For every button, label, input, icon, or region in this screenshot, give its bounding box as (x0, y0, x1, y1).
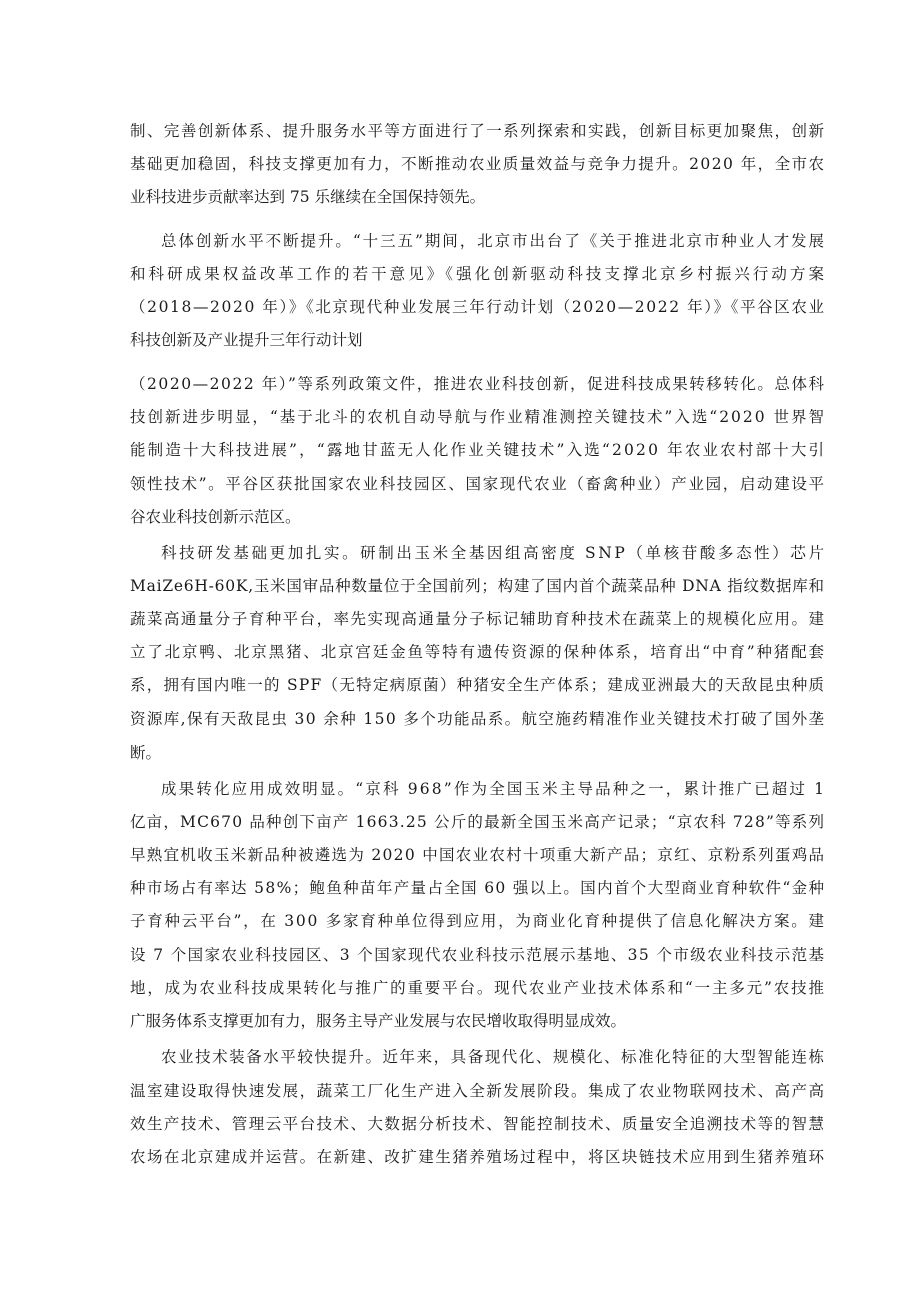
text-line: 技创新进步明显，“基于北斗的农机自动导航与作业精准测控关键技术”入选“2020 世界智 (130, 408, 826, 426)
text-line: MaiZe6H-60K,玉米国审品种数量位于全国前列；构建了国内首个蔬菜品种 DNA 指纹数据库和 (130, 577, 825, 595)
text-line: 和科研成果权益改革工作的若干意见》《强化创新驱动科技支撑北京乡村振兴行动方案 (130, 265, 828, 283)
text-line: 业科技进步贡献率达到 75 乐继续在全国保持领先。 (130, 188, 486, 206)
text-line: 农场在北京建成并运营。在新建、改扩建生猪养殖场过程中，将区块链技术应用到生猪养殖环 (130, 1148, 826, 1166)
text-line: 制、完善创新体系、提升服务水平等方面进行了一系列探索和实践，创新目标更加聚焦，创新 (130, 122, 826, 140)
text-line: 农业技术装备水平较快提升。近年来，具备现代化、规模化、标准化特征的大型智能连栋 (161, 1048, 826, 1066)
text-line: 温室建设取得快速发展，蔬菜工厂化生产进入全新发展阶段。集成了农业物联网技术、高产高 (130, 1082, 826, 1100)
text-line: 系，拥有国内唯一的 SPF（无特定病原菌）种猪安全生产体系；建成亚洲最大的天敌昆虫种质 (130, 676, 826, 694)
text-line: 效生产技术、管理云平台技术、大数据分析技术、智能控制技术、质量安全追溯技术等的智慧 (130, 1115, 826, 1133)
text-line: 种市场占有率达 58%；鲍鱼种苗年产量占全国 60 强以上。国内首个大型商业育种软件“金种 (130, 879, 826, 897)
text-line: 蔬菜高通量分子育种平台，率先实现高通量分子标记辅助育种技术在蔬菜上的规模化应用。建 (130, 610, 826, 628)
text-line: 资源库,保有天敌昆虫 30 余种 150 多个功能品系。航空施药精准作业关键技术打破了国外垄 (130, 710, 826, 728)
text-line: （2018—2020 年）》《北京现代种业发展三年行动计划（2020—2022 年）》《平谷区农业 (130, 298, 826, 316)
text-line: 科技研发基础更加扎实。研制出玉米全基因组高密度 SNP（单核苷酸多态性）芯片 (161, 544, 827, 562)
text-line: 断。 (130, 744, 162, 762)
text-line: 立了北京鸭、北京黑猪、北京宫廷金鱼等特有遗传资源的保种体系，培育出“中育”种猪配套 (130, 643, 826, 661)
text-line: 科技创新及产业提升三年行动计划 (130, 331, 363, 349)
text-line: 早熟宜机收玉米新品种被遴选为 2020 中国农业农村十项重大新产品；京红、京粉系列蛋鸡品 (130, 846, 826, 864)
text-line: （2020—2022 年）”等系列政策文件，推进农业科技创新，促进科技成果转移转化。总体科 (130, 375, 826, 393)
text-line: 基础更加稳固，科技支撑更加有力，不断推动农业质量效益与竞争力提升。2020 年，全市农 (130, 155, 826, 173)
text-line: 能制造十大科技进展”，“露地甘蓝无人化作业关键技术”入选“2020 年农业农村部十大引 (130, 441, 827, 459)
text-line: 子育种云平台”，在 300 多家育种单位得到应用，为商业化育种提供了信息化解决方案。建 (130, 912, 826, 930)
text-line: 领性技术”。平谷区获批国家农业科技园区、国家现代农业（畜禽种业）产业园，启动建设平 (130, 475, 826, 493)
text-line: 谷农业科技创新示范区。 (130, 508, 301, 526)
text-line: 设 7 个国家农业科技园区、3 个国家现代农业科技示范展示基地、35 个市级农业科技示范基 (130, 946, 826, 964)
text-line: 广服务体系支撑更加有力，服务主导产业发展与农民增收取得明显成效。 (130, 1012, 627, 1030)
text-line: 地，成为农业科技成果转化与推广的重要平台。现代农业产业技术体系和“一主多元”农技推 (130, 979, 826, 997)
text-line: 亿亩，MC670 品种创下亩产 1663.25 公斤的最新全国玉米高产记录；“京农科 728”等系列 (130, 813, 826, 831)
text-line: 总体创新水平不断提升。“十三五”期间，北京市出台了《关于推进北京市种业人才发展 (161, 232, 826, 250)
text-line: 成果转化应用成效明显。“京科 968”作为全国玉米主导品种之一，累计推广已超过 1 (161, 780, 827, 798)
